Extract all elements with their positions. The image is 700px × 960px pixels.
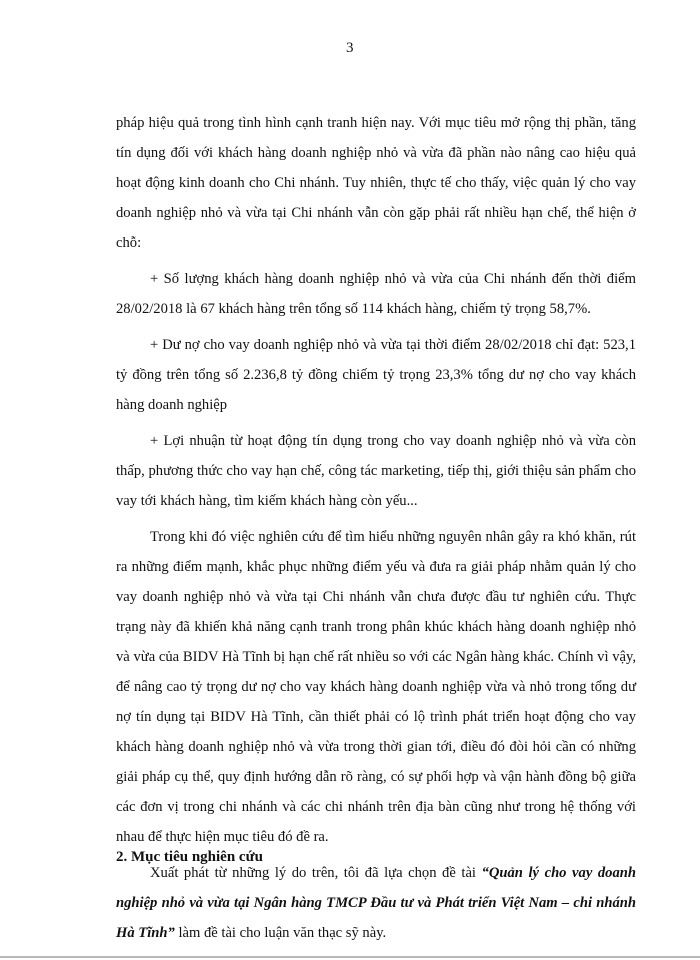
page-bottom-divider (0, 956, 700, 958)
topic-tail-text: làm đề tài cho luận văn thạc sỹ này. (174, 925, 387, 941)
body-text (116, 108, 636, 954)
paragraph-topic-selection (116, 858, 636, 948)
paragraph-research-gap: Trong khi đó việc nghiên cứu để tìm hiểu những nguyên nhân gây ra khó khăn, rút ra những điểm mạnh, khắc phục những điểm yếu và đưa ra giải pháp nhằm quản lý cho vay doanh nghiệp nhỏ và vừa tại Chi nhánh vẫn chưa được đầu tư nghiên cứu. Thực trạng này đã khiến khả năng cạnh tranh trong phân khúc khách hàng doanh nghiệp nhỏ và vừa của BIDV Hà Tĩnh bị hạn chế rất nhiều so với các Ngân hàng khác. Chính vì vậy, để nâng cao tỷ trọng dư nợ cho vay khách hàng doanh nghiệp vừa và nhỏ trong tổng dư nợ tín dụng tại BIDV Hà Tĩnh, cần thiết phải có lộ trình phát triển hoạt động cho vay khách hàng doanh nghiệp nhỏ và vừa trong thời gian tới, điều đó đòi hỏi cần có những giải pháp cụ thể, quy định hướng dẫn rõ ràng, có sự phối hợp và vận hành đồng bộ giữa các đơn vị trong chi nhánh và các chi nhánh trên địa bàn cũng như trong hệ thống với nhau để thực hiện mục tiêu đó đề ra. (116, 529, 636, 845)
paragraph-intro: pháp hiệu quả trong tình hình cạnh tranh hiện nay. Với mục tiêu mở rộng thị phần, tăng tín dụng đối với khách hàng doanh nghiệp nhỏ và vừa đã phần nào nâng cao hiệu quả hoạt động kinh doanh cho Chi nhánh. Tuy nhiên, thực tế cho thấy, việc quản lý cho vay doanh nghiệp nhỏ và vừa tại Chi nhánh vẫn còn gặp phải rất nhiều hạn chế, thể hiện ở chỗ: (116, 115, 636, 251)
page-number: 3 (346, 40, 354, 56)
bullet-loan-balance: + Dư nợ cho vay doanh nghiệp nhỏ và vừa tại thời điểm 28/02/2018 chỉ đạt: 523,1 tỷ đồng trên tổng số 2.236,8 tỷ đồng chiếm tỷ trọng 23,3% tổng dư nợ cho vay khách hàng doanh nghiệp (116, 337, 636, 413)
thesis-title: “Quản lý cho vay doanh nghiệp nhỏ và vừa tại Ngân hàng TMCP Đầu tư và Phát triển Việt Nam – chi nhánh Hà Tĩnh” (116, 865, 636, 941)
topic-lead-text: Xuất phát từ những lý do trên, tôi đã lựa chọn đề tài (150, 865, 482, 881)
bullet-customer-count: + Số lượng khách hàng doanh nghiệp nhỏ và vừa của Chi nhánh đến thời điểm 28/02/2018 là 67 khách hàng trên tổng số 114 khách hàng, chiếm tỷ trọng 58,7%. (116, 271, 636, 317)
section-heading: 2. Mục tiêu nghiên cứu (116, 849, 263, 865)
bullet-profit: + Lợi nhuận từ hoạt động tín dụng trong cho vay doanh nghiệp nhỏ và vừa còn thấp, phương thức cho vay hạn chế, công tác marketing, tiếp thị, giới thiệu sản phẩm cho vay tới khách hàng, tìm kiếm khách hàng còn yếu... (116, 433, 636, 509)
